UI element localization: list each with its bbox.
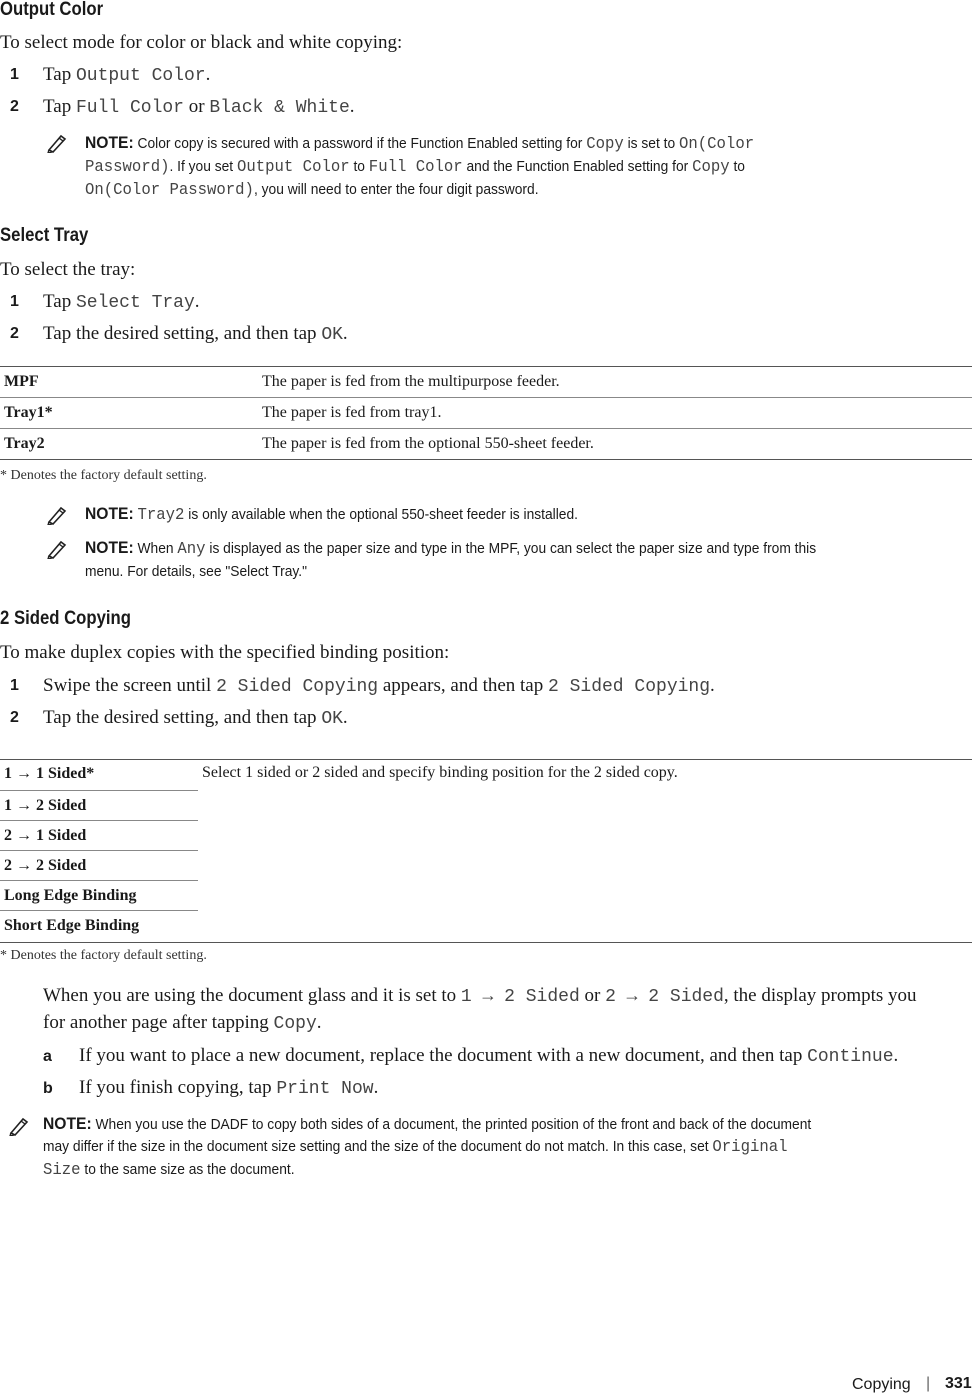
table-row bbox=[0, 398, 972, 429]
intro-output-color: To select mode for color or black and white copying: bbox=[0, 32, 403, 53]
substep-letter: a bbox=[43, 1048, 52, 1065]
table-cell-name: Tray1* bbox=[4, 404, 53, 421]
table-row bbox=[0, 429, 972, 460]
note-pencil-icon bbox=[46, 539, 68, 559]
step-text: Swipe the screen until 2 Sided Copying appears, and then tap 2 Sided Copying. bbox=[43, 675, 715, 697]
step-number: 2 bbox=[10, 98, 19, 115]
duplex-table bbox=[0, 759, 972, 943]
table-cell-option: 2 → 1 Sided bbox=[0, 821, 198, 851]
table-cell-name: Tray2 bbox=[4, 435, 45, 452]
step-number: 2 bbox=[10, 325, 19, 342]
footer-separator: | bbox=[926, 1375, 931, 1392]
footer-section: Copying bbox=[852, 1376, 911, 1393]
note-pencil-icon bbox=[46, 505, 68, 525]
substep-text: If you finish copying, tap Print Now. bbox=[79, 1077, 379, 1099]
step-text: Tap the desired setting, and then tap OK. bbox=[43, 707, 348, 729]
footnote: * Denotes the factory default setting. bbox=[0, 948, 207, 963]
table-cell-desc: Select 1 sided or 2 sided and specify binding position for the 2 sided copy. bbox=[202, 764, 678, 781]
note-pencil-icon bbox=[46, 133, 68, 153]
step-number: 2 bbox=[10, 709, 19, 726]
note-any: NOTE: When Any is displayed as the paper size and type in the MPF, you can select the paper size and type from this menu. For details, see "Select Tray." bbox=[85, 538, 817, 580]
table-cell-option: 1 → 2 Sided bbox=[0, 791, 198, 821]
heading-select-tray: Select Tray bbox=[0, 225, 89, 246]
step-number: 1 bbox=[10, 66, 19, 83]
table-cell-desc: The paper is fed from the multipurpose feeder. bbox=[262, 373, 560, 390]
note-tray2: NOTE: Tray2 is only available when the optional 550-sheet feeder is installed. bbox=[85, 504, 578, 525]
table-cell-option: Short Edge Binding bbox=[4, 917, 140, 934]
table-cell-option: 2 → 2 Sided bbox=[0, 851, 198, 881]
intro-2-sided: To make duplex copies with the specified binding position: bbox=[0, 642, 450, 663]
footnote: * Denotes the factory default setting. bbox=[0, 468, 207, 483]
document-glass-paragraph: When you are using the document glass and it is set to 1 → 2 Sided or 2 → 2 Sided, the display prompts you for another page after tapping Copy. bbox=[43, 985, 917, 1034]
step-text: Tap Select Tray. bbox=[43, 291, 200, 313]
intro-select-tray: To select the tray: bbox=[0, 259, 136, 280]
note-dadf: NOTE: When you use the DADF to copy both sides of a document, the printed position of the front and back of the document may differ if the size in the document size setting and the size of the document do not match. In this case, set Original Size to the same size as the document. bbox=[43, 1114, 812, 1180]
table-cell-desc: The paper is fed from the optional 550-sheet feeder. bbox=[262, 435, 594, 452]
tray-table bbox=[0, 366, 972, 460]
table-cell-option: Long Edge Binding bbox=[0, 881, 198, 911]
step-text: Tap Full Color or Black & White. bbox=[43, 96, 355, 118]
substep-letter: b bbox=[43, 1080, 53, 1097]
note-output-color: NOTE: Color copy is secured with a password if the Function Enabled setting for Copy is set to On(Color Password). If you set Output Color to Full Color and the Function Enabled setting for Copy to On(Color Password), you will need to enter the four digit password. bbox=[85, 133, 755, 200]
substep-text: If you want to place a new document, replace the document with a new document, and then tap Continue. bbox=[79, 1045, 899, 1067]
heading-output-color: Output Color bbox=[0, 0, 104, 20]
note-pencil-icon bbox=[8, 1116, 30, 1136]
step-text: Tap Output Color. bbox=[43, 64, 211, 86]
step-text: Tap the desired setting, and then tap OK. bbox=[43, 323, 348, 345]
step-number: 1 bbox=[10, 677, 19, 694]
table-row bbox=[0, 367, 972, 398]
heading-2-sided-copying: 2 Sided Copying bbox=[0, 608, 131, 629]
table-cell-name: MPF bbox=[4, 373, 39, 390]
page-number: 331 bbox=[945, 1375, 972, 1392]
step-number: 1 bbox=[10, 293, 19, 310]
table-cell-option: 1 → 1 Sided* bbox=[0, 760, 198, 791]
table-cell-desc: The paper is fed from tray1. bbox=[262, 404, 442, 421]
